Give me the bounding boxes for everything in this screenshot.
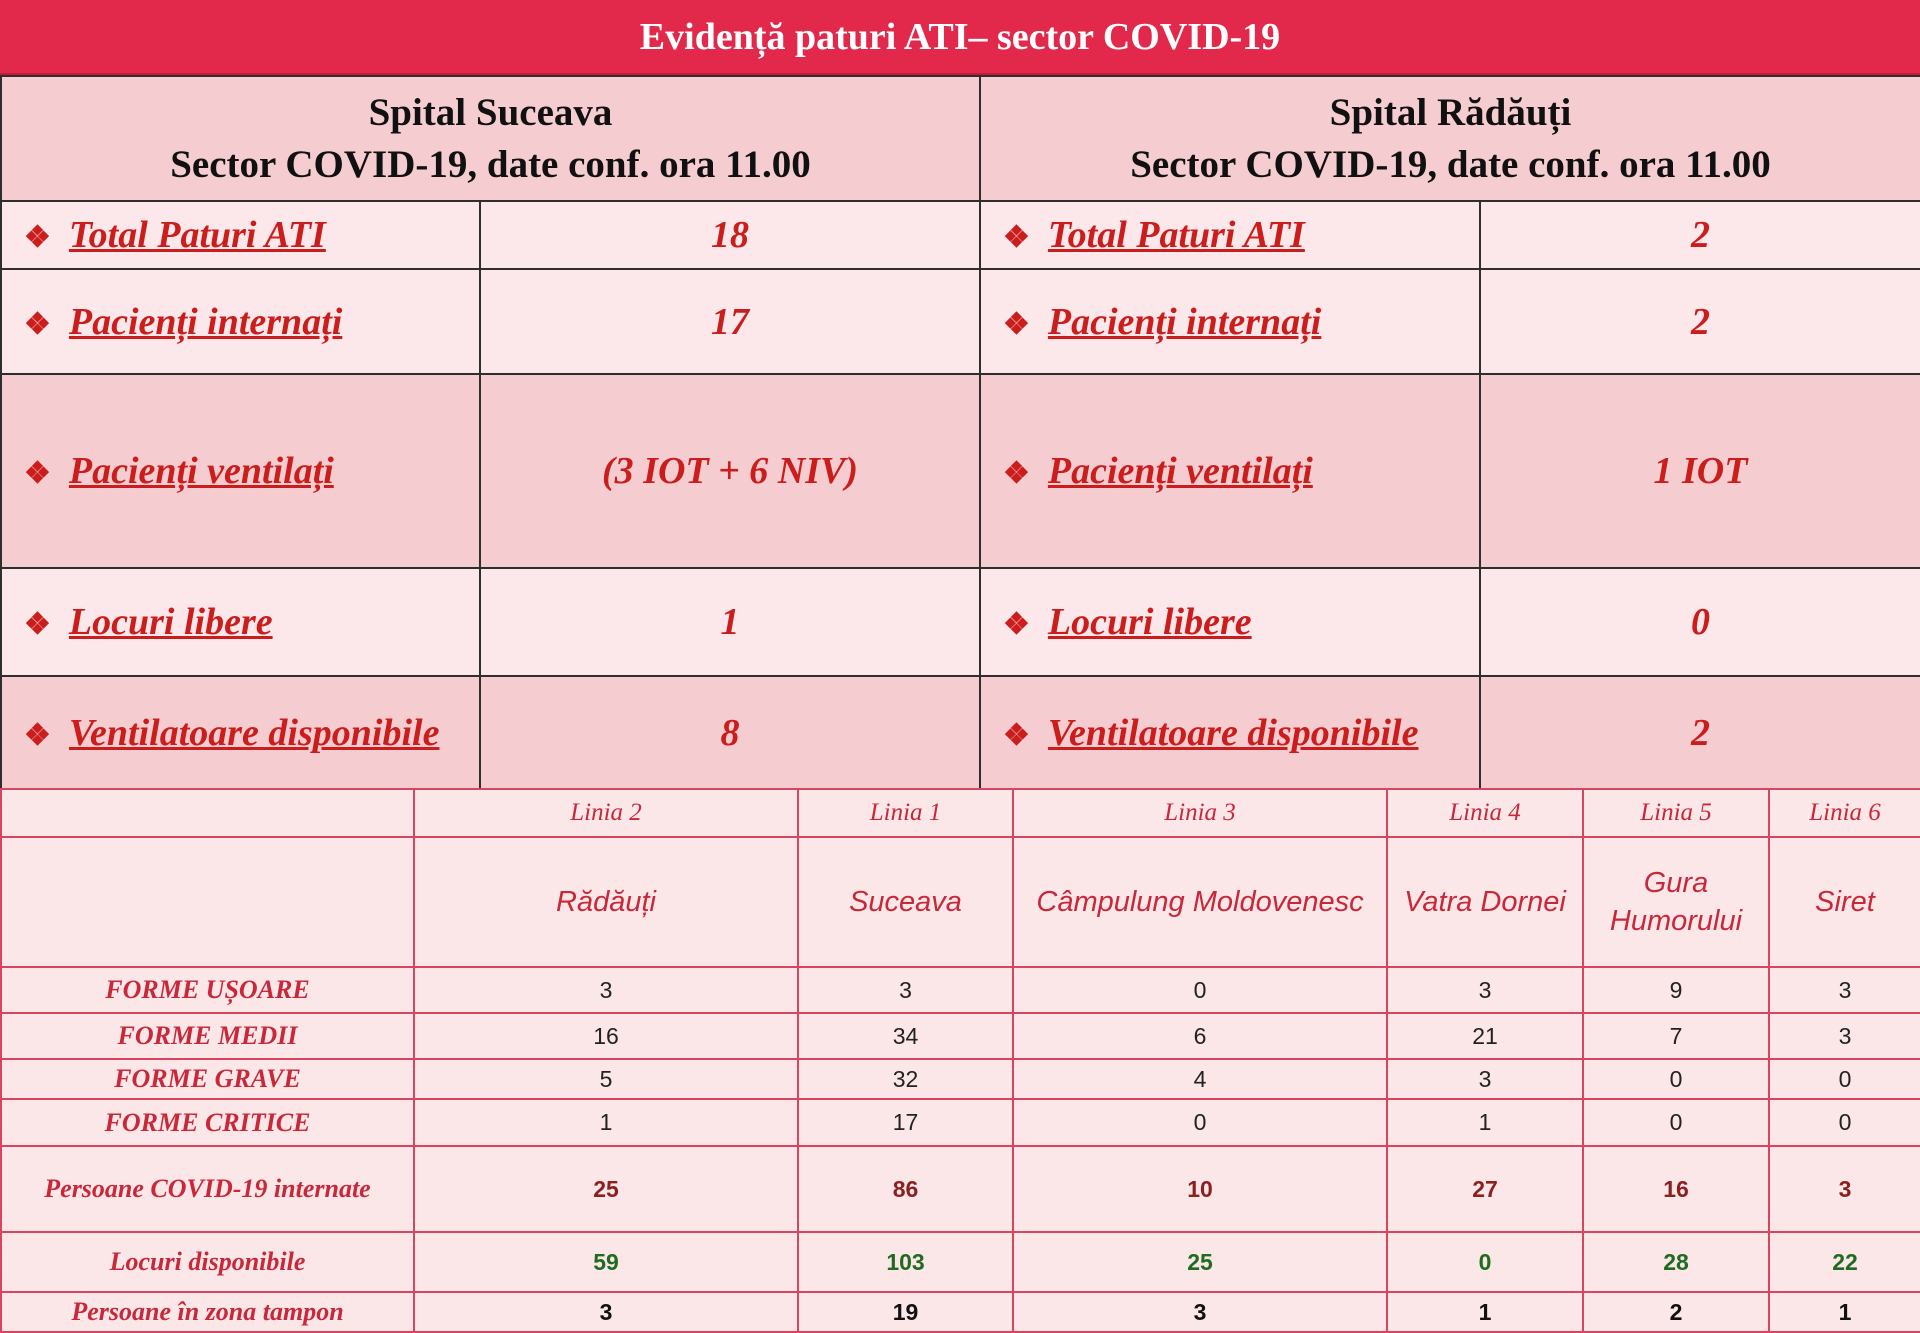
- row-value: 1 IOT: [1480, 374, 1920, 568]
- city-name: Gura Humorului: [1583, 837, 1769, 967]
- hospital-header-suceava: [1, 76, 980, 201]
- table-row: [1, 1013, 1920, 1059]
- cell-value: 9: [1583, 967, 1769, 1013]
- hospital-header-radauti: [980, 76, 1920, 201]
- cell-value: 16: [414, 1013, 798, 1059]
- city-name: Rădăuți: [414, 837, 798, 967]
- line-number: Linia 3: [1013, 789, 1387, 837]
- row-label: FORME UȘOARE: [1, 967, 414, 1013]
- cell-value: 3: [1769, 967, 1920, 1013]
- diamond-bullet-icon: ❖: [24, 457, 51, 490]
- diamond-bullet-icon: ❖: [1003, 457, 1030, 490]
- cell-value: 0: [1387, 1232, 1583, 1292]
- line-number: Linia 2: [414, 789, 798, 837]
- line-header-row: [1, 789, 1920, 837]
- row-label: Locuri disponibile: [1, 1232, 414, 1292]
- cell-value: 3: [1387, 967, 1583, 1013]
- cell-value: 27: [1387, 1146, 1583, 1232]
- line-number: Linia 5: [1583, 789, 1769, 837]
- diamond-bullet-icon: ❖: [24, 719, 51, 752]
- row-value: 0: [1480, 568, 1920, 676]
- cell-value: 3: [1769, 1146, 1920, 1232]
- corner-cell: [1, 837, 414, 967]
- cell-value: 25: [414, 1146, 798, 1232]
- hospital-subtitle: Sector COVID-19, date conf. ora 11.00: [170, 142, 811, 186]
- diamond-bullet-icon: ❖: [24, 307, 51, 341]
- cell-value: 1: [1387, 1099, 1583, 1146]
- diamond-bullet-icon: ❖: [1003, 719, 1030, 752]
- table-row: [1, 967, 1920, 1013]
- cell-value: 21: [1387, 1013, 1583, 1059]
- ati-row-ventilated: [1, 374, 1920, 568]
- row-label: FORME CRITICE: [1, 1099, 414, 1146]
- row-label: FORME MEDII: [1, 1013, 414, 1059]
- row-label: [980, 676, 1480, 790]
- label-text: Locuri libere: [68, 601, 273, 643]
- hospital-name: Spital Rădăuți: [1329, 90, 1572, 134]
- row-value: 18: [480, 201, 980, 269]
- row-value: 2: [1480, 201, 1920, 269]
- ati-row-admitted: [1, 269, 1920, 374]
- diamond-bullet-icon: ❖: [1003, 307, 1030, 341]
- city-name: Câmpulung Moldovenesc: [1013, 837, 1387, 967]
- label-text: Pacienți ventilați: [1047, 450, 1313, 492]
- row-label: [980, 269, 1480, 374]
- cell-value: 6: [1013, 1013, 1387, 1059]
- cell-value: 19: [798, 1292, 1013, 1332]
- city-name: Siret: [1769, 837, 1920, 967]
- row-value: 2: [1480, 676, 1920, 790]
- cell-value: 3: [1769, 1013, 1920, 1059]
- label-text: Pacienți internați: [68, 300, 343, 343]
- cell-value: 32: [798, 1059, 1013, 1099]
- cell-value: 3: [414, 1292, 798, 1332]
- row-label: [980, 568, 1480, 676]
- diamond-bullet-icon: ❖: [24, 608, 51, 641]
- table-row: [1, 1292, 1920, 1332]
- corner-cell: [1, 789, 414, 837]
- label-text: Total Paturi ATI: [1047, 214, 1305, 256]
- ati-row-total-beds: [1, 201, 1920, 269]
- cell-value: 34: [798, 1013, 1013, 1059]
- label-text: Total Paturi ATI: [68, 214, 326, 256]
- cell-value: 0: [1769, 1099, 1920, 1146]
- cell-value: 1: [1387, 1292, 1583, 1332]
- row-value: (3 IOT + 6 NIV): [480, 374, 980, 568]
- table-row: [1, 1232, 1920, 1292]
- label-text: Pacienți ventilați: [68, 450, 334, 492]
- row-value: 2: [1480, 269, 1920, 374]
- row-label: [980, 374, 1480, 568]
- cell-value: 3: [1387, 1059, 1583, 1099]
- cell-value: 7: [1583, 1013, 1769, 1059]
- cell-value: 0: [1769, 1059, 1920, 1099]
- line-number: Linia 1: [798, 789, 1013, 837]
- line-number: Linia 6: [1769, 789, 1920, 837]
- cell-value: 0: [1583, 1059, 1769, 1099]
- page-title: Evidență paturi ATI– sector COVID-19: [0, 0, 1920, 75]
- hospital-name: Spital Suceava: [368, 90, 613, 134]
- table-row: [1, 1059, 1920, 1099]
- row-label: [1, 269, 480, 374]
- line-number: Linia 4: [1387, 789, 1583, 837]
- cell-value: 4: [1013, 1059, 1387, 1099]
- cell-value: 10: [1013, 1146, 1387, 1232]
- lines-table: [0, 788, 1920, 1333]
- ati-row-ventilators: [1, 676, 1920, 790]
- row-label: [1, 201, 480, 269]
- city-name: Suceava: [798, 837, 1013, 967]
- label-text: Ventilatoare disponibile: [1047, 712, 1419, 754]
- table-row: [1, 1099, 1920, 1146]
- cell-value: 0: [1583, 1099, 1769, 1146]
- cell-value: 22: [1769, 1232, 1920, 1292]
- label-text: Pacienți internați: [1047, 300, 1322, 343]
- cell-value: 1: [414, 1099, 798, 1146]
- row-value: 8: [480, 676, 980, 790]
- row-label: Persoane COVID-19 internate: [1, 1146, 414, 1232]
- cell-value: 3: [1013, 1292, 1387, 1332]
- cell-value: 3: [798, 967, 1013, 1013]
- cell-value: 86: [798, 1146, 1013, 1232]
- diamond-bullet-icon: ❖: [1003, 608, 1030, 641]
- label-text: Locuri libere: [1047, 601, 1252, 643]
- row-label: FORME GRAVE: [1, 1059, 414, 1099]
- city-header-row: [1, 837, 1920, 967]
- cell-value: 17: [798, 1099, 1013, 1146]
- table-row: [1, 1146, 1920, 1232]
- hospital-subtitle: Sector COVID-19, date conf. ora 11.00: [1130, 142, 1771, 186]
- ati-beds-table: [0, 75, 1920, 791]
- diamond-bullet-icon: ❖: [24, 221, 51, 254]
- diamond-bullet-icon: ❖: [1003, 221, 1030, 254]
- cell-value: 59: [414, 1232, 798, 1292]
- ati-row-free-beds: [1, 568, 1920, 676]
- label-text: Ventilatoare disponibile: [68, 712, 440, 754]
- row-label: [1, 374, 480, 568]
- row-value: 1: [480, 568, 980, 676]
- cell-value: 0: [1013, 967, 1387, 1013]
- row-label: [1, 568, 480, 676]
- cell-value: 103: [798, 1232, 1013, 1292]
- cell-value: 28: [1583, 1232, 1769, 1292]
- cell-value: 5: [414, 1059, 798, 1099]
- city-name: Vatra Dornei: [1387, 837, 1583, 967]
- row-value: 17: [480, 269, 980, 374]
- cell-value: 0: [1013, 1099, 1387, 1146]
- cell-value: 2: [1583, 1292, 1769, 1332]
- cell-value: 3: [414, 967, 798, 1013]
- row-label: Persoane în zona tampon: [1, 1292, 414, 1332]
- row-label: [1, 676, 480, 790]
- cell-value: 1: [1769, 1292, 1920, 1332]
- cell-value: 16: [1583, 1146, 1769, 1232]
- row-label: [980, 201, 1480, 269]
- cell-value: 25: [1013, 1232, 1387, 1292]
